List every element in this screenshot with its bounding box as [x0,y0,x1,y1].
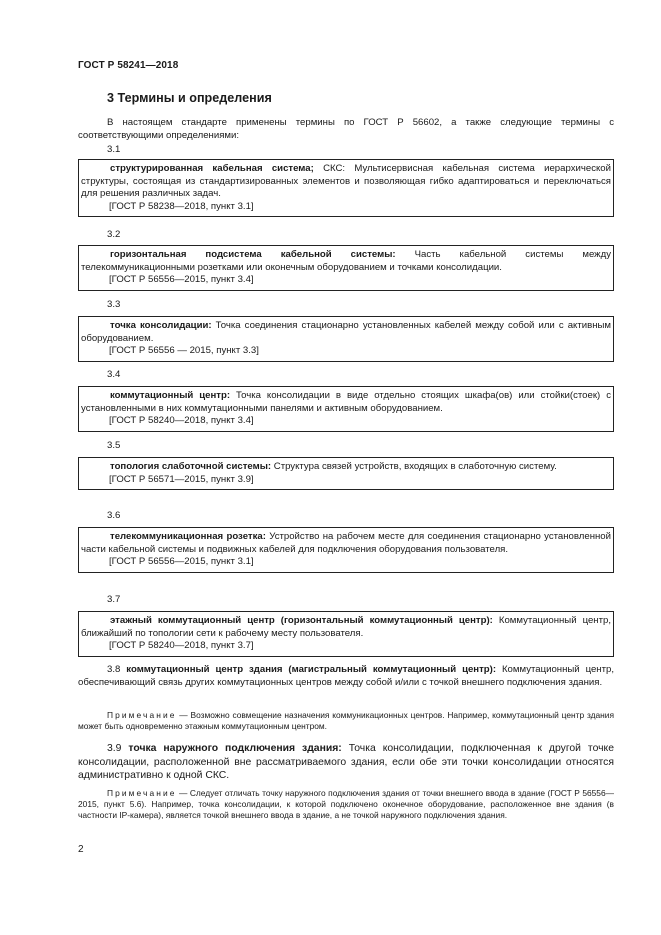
note-text: — Возможно совмещение назначения коммуникационных центров. Например, коммутационный центр здания может быть одновременно этажным коммутационным центром. [78,710,614,732]
term-number: 3.5 [107,440,121,451]
term-box [78,457,614,490]
section-title: 3 Термины и определения [107,91,272,105]
term-source: [ГОСТ Р 56556 — 2015, пункт 3.3] [109,345,259,357]
note-text: — Следует отличать точку наружного подключения здания от точки внешнего ввода в здание (ГОСТ Р 56556—2015, пункт 5.6). Например, точка консолидации, к которой подключено оконечное оборудование, расположенное вне здания (в частности IP-камера), является точкой внешнего ввода в здание, а не точкой наружного подключения здания. [78,788,614,821]
term-box [78,159,614,217]
term-box [78,527,614,573]
note-label: Примечание [107,710,177,720]
term-source: [ГОСТ Р 56571—2015, пункт 3.9] [109,473,254,485]
definition-text: Точка консолидации в виде отдельно стоящих шкафа(ов) или стойки(стоек) с установленными в них коммутационными панелями и активным оборудованием. [81,390,611,414]
definition-text: Точка консолидации, подключенная к другой точке консолидации, расположенной вне рассматриваемого здания, если обе эти точки консолидации относятся административно к одной СКС. [78,743,614,782]
term-source: [ГОСТ Р 58240—2018, пункт 3.4] [109,415,254,427]
term-definition [81,163,611,201]
definition-text: СКС: Мультисервисная кабельная система иерархической структуры, состоящая из стандартизированных элементов и позволяющая гибко адаптироваться и переключаться для решения различных задач. [81,163,611,200]
term-number: 3.7 [107,594,121,605]
term-paragraph-3-8 [78,664,614,689]
term-definition [81,531,611,556]
term-box [78,386,614,432]
term-number: 3.1 [107,144,121,155]
definition-text: Структура связей устройств, входящих в слаботочную систему. [271,461,557,472]
definition-text: Точка соединения стационарно установленных кабелей между собой или с активным оборудованием. [81,320,611,344]
term-number: 3.4 [107,369,121,380]
document-header: ГОСТ Р 58241—2018 [78,60,179,71]
page-number: 2 [78,844,84,855]
term-number: 3.2 [107,229,121,240]
term-name: телекоммуникационная розетка: [110,531,266,542]
term-box [78,316,614,362]
term-name: топология слаботочной системы: [110,461,272,472]
term-name: структурированная кабельная система; [110,163,314,174]
term-definition [81,615,611,640]
term-source: [ГОСТ Р 58238—2018, пункт 3.1] [109,200,254,212]
term-source: [ГОСТ Р 56556—2015, пункт 3.4] [109,274,254,286]
term-number: 3.3 [107,299,121,310]
term-name: горизонтальная подсистема кабельной системы: [110,249,396,260]
term-source: [ГОСТ Р 58240—2018, пункт 3.7] [109,640,254,652]
term-definition [81,390,611,415]
term-source: [ГОСТ Р 56556—2015, пункт 3.1] [109,556,254,568]
term-paragraph-3-9 [78,742,614,783]
term-name: коммутационный центр: [110,390,231,401]
note-3-9 [78,788,614,822]
definition-text: Часть кабельной системы между телекоммуникационными розетками или оконечным оборудованием и точками консолидации. [81,249,611,273]
definition-text: Коммутационный центр, обеспечивающий связь других коммутационных центров между собой и/или с точкой внешнего подключения здания. [78,664,614,688]
term-name: коммутационный центр здания (магистральный коммутационный центр): [126,664,497,675]
term-name: точка консолидации: [110,320,212,331]
term-definition [81,320,611,345]
term-box [78,611,614,657]
term-number: 3.9 [107,743,122,754]
term-name: точка наружного подключения здания: [128,743,342,754]
note-label: Примечание [107,788,177,798]
definition-text: Коммутационный центр, ближайший по топологии сети к рабочему месту пользователя. [81,615,611,639]
definition-text: Устройство на рабочем месте для соединения стационарно установленной части кабельной системы и подвижных кабелей для подключения оборудования пользователя. [81,531,611,555]
note-3-8 [78,710,614,732]
term-number: 3.8 [107,664,121,675]
term-name: этажный коммутационный центр (горизонтальный коммутационный центр): [110,615,493,626]
term-box [78,245,614,291]
term-number: 3.6 [107,510,121,521]
term-definition [81,461,611,474]
term-definition [81,249,611,274]
intro-paragraph: В настоящем стандарте применены термины по ГОСТ Р 56602, а также следующие термины с соответствующими определениями: [78,117,614,141]
